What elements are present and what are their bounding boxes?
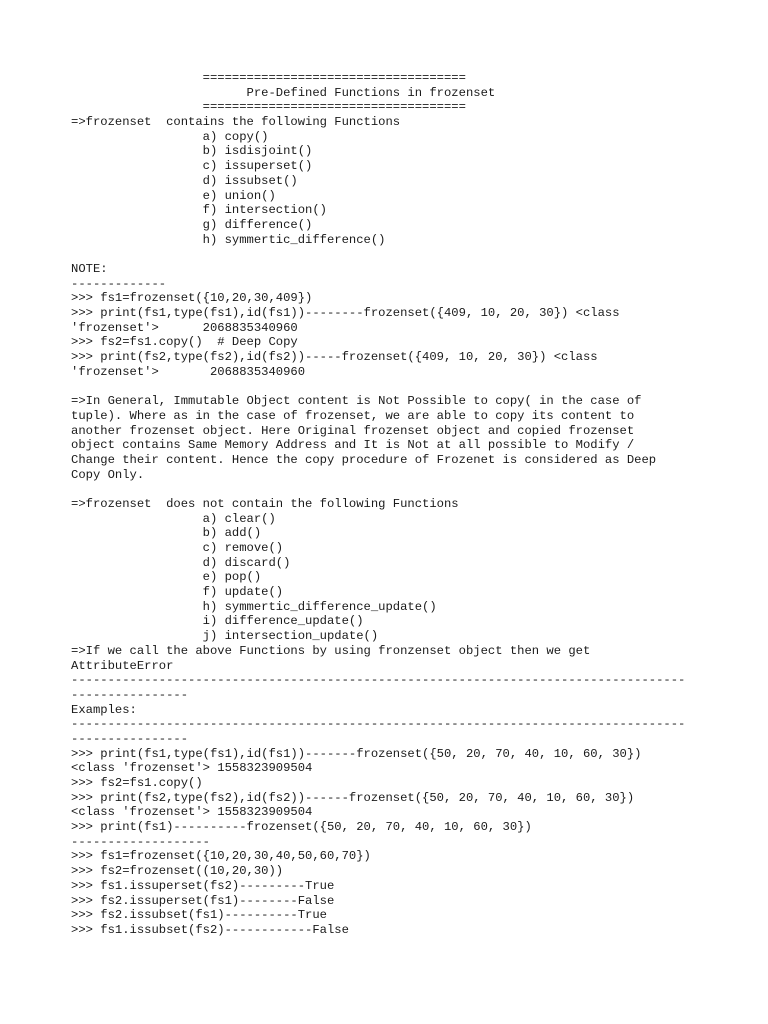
document-line: >>> fs1=frozenset({10,20,30,40,50,60,70})	[71, 849, 371, 864]
document-line: ------------------------------------------------------------------------------------	[71, 717, 686, 732]
document-line: <class 'frozenset'> 1558323909504	[71, 761, 313, 776]
document-line: h) symmertic_difference()	[71, 232, 386, 247]
document-line: g) difference()	[71, 217, 313, 232]
document-line: >>> fs2.issubset(fs1)----------True	[71, 908, 327, 923]
document-line: c) issuperset()	[71, 159, 313, 174]
document-line: ------------------------------------------------------------------------------------	[71, 673, 686, 688]
document-line	[71, 379, 751, 394]
document-line: >>> fs2=fs1.copy()	[71, 776, 203, 790]
document-line: NOTE:	[71, 261, 108, 276]
document-line: e) pop()	[71, 570, 262, 585]
document-line: another frozenset object. Here Original frozenset object and copied frozenset	[71, 423, 635, 438]
document-line: >>> fs1.issubset(fs2)------------False	[71, 922, 349, 937]
document-line: >>> fs1.issuperset(fs2)---------True	[71, 878, 335, 893]
document-line: ----------------	[71, 731, 189, 746]
document-line: -------------------	[71, 834, 210, 849]
document-line: >>> print(fs1,type(fs1),id(fs1))--------frozenset({409, 10, 20, 30}) <class	[71, 306, 620, 320]
document-line: ----------------	[71, 687, 189, 702]
document-line: Copy Only.	[71, 467, 145, 482]
document-line: Change their content. Hence the copy procedure of Frozenet is considered as Deep	[71, 452, 657, 467]
document-line: ====================================	[71, 71, 466, 85]
document-line: b) add()	[71, 526, 262, 541]
document-line: 'frozenset'> 2068835340960	[71, 364, 306, 379]
document-line: f) intersection()	[71, 203, 327, 218]
document-line: d) discard()	[71, 555, 291, 570]
document-line: >>> fs2=fs1.copy() # Deep Copy	[71, 335, 298, 350]
document-line: c) remove()	[71, 541, 284, 555]
document-line: =>If we call the above Functions by using fronzenset object then we get	[71, 643, 591, 658]
document-line: =>frozenset contains the following Functions	[71, 115, 401, 130]
document-line: f) update()	[71, 585, 284, 600]
document-line	[71, 482, 751, 497]
document-line: <class 'frozenset'> 1558323909504	[71, 805, 313, 820]
document-page	[71, 71, 751, 938]
document-line: Pre-Defined Functions in frozenset	[71, 85, 496, 100]
document-line: a) clear()	[71, 511, 276, 526]
document-line: e) union()	[71, 188, 276, 203]
document-line: 'frozenset'> 2068835340960	[71, 320, 298, 335]
document-line: =>frozenset does not contain the following Functions	[71, 496, 459, 511]
document-line: >>> print(fs1,type(fs1),id(fs1))-------frozenset({50, 20, 70, 40, 10, 60, 30})	[71, 746, 642, 761]
document-line: >>> fs2.issuperset(fs1)--------False	[71, 893, 335, 908]
document-line: a) copy()	[71, 129, 269, 144]
document-line: >>> print(fs1)----------frozenset({50, 20, 70, 40, 10, 60, 30})	[71, 820, 532, 835]
document-line: >>> print(fs2,type(fs2),id(fs2))------frozenset({50, 20, 70, 40, 10, 60, 30})	[71, 790, 635, 805]
document-line: b) isdisjoint()	[71, 144, 313, 159]
document-line: tuple). Where as in the case of frozenset, we are able to copy its content to	[71, 408, 635, 423]
document-line: h) symmertic_difference_update()	[71, 599, 437, 614]
document-line: -------------	[71, 276, 167, 291]
document-line: >>> fs2=frozenset((10,20,30))	[71, 864, 284, 879]
document-line: AttributeError	[71, 658, 174, 673]
document-line: >>> print(fs2,type(fs2),id(fs2))-----frozenset({409, 10, 20, 30}) <class	[71, 350, 598, 365]
document-line: i) difference_update()	[71, 614, 364, 629]
document-line	[71, 247, 751, 262]
document-line: object contains Same Memory Address and It is Not at all possible to Modify /	[71, 438, 635, 453]
document-line: >>> fs1=frozenset({10,20,30,409})	[71, 291, 313, 306]
document-line: =>In General, Immutable Object content is Not Possible to copy( in the case of	[71, 394, 642, 409]
document-line: Examples:	[71, 702, 137, 717]
document-line: ====================================	[71, 100, 466, 115]
document-line: d) issubset()	[71, 173, 298, 188]
document-line: j) intersection_update()	[71, 629, 379, 644]
